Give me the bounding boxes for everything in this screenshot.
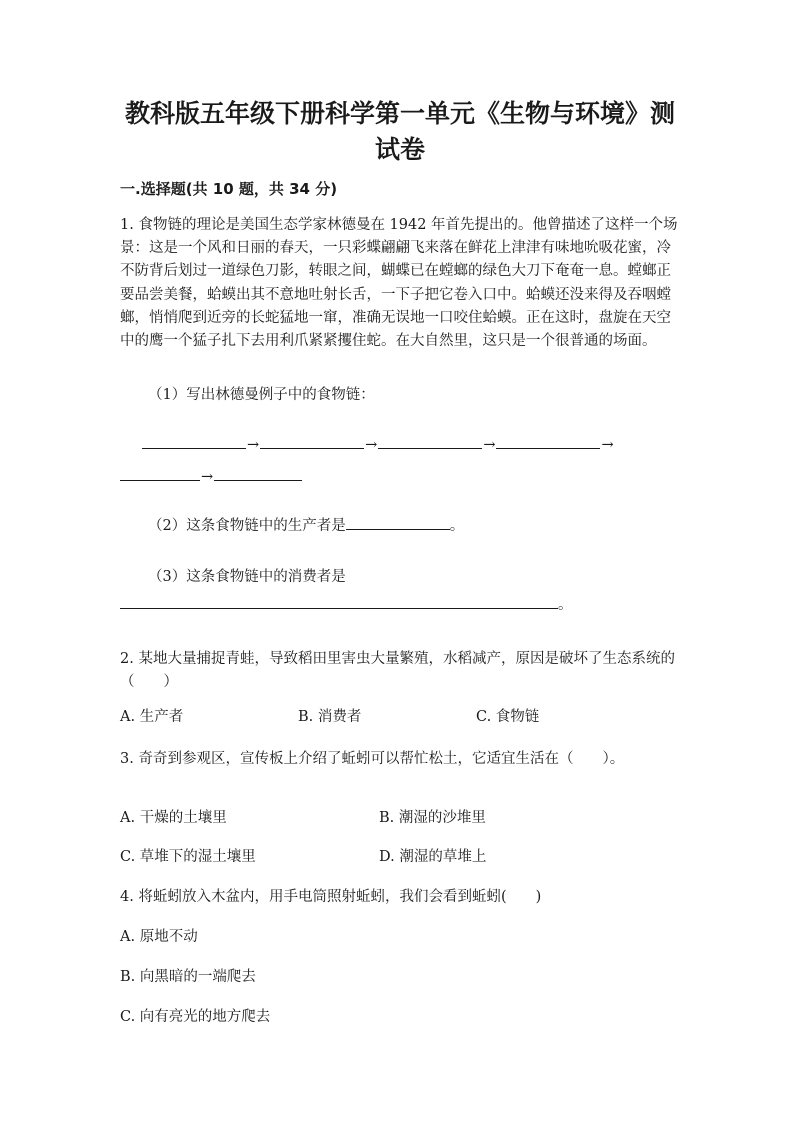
sub-3-period: 。 <box>558 597 573 613</box>
question-1-text: 1. 食物链的理论是美国生态学家林德曼在 1942 年首先提出的。他曾描述了这样一个场景：这是一个风和日丽的春天，一只彩蝶翩翩飞来落在鲜花上津津有味地吮吸花蜜，冷不防背后划过一道绿色刀影，转眼之间，蝴蝶已在螳螂的绿色大刀下奄奄一息。螳螂正要品尝美餐，蛤蟆出其不意地吐射长舌，一下子把它卷入口中。蛤蟆还没来得及吞咽螳螂，悄悄爬到近旁的长蛇猛地一窜，准确无误地一口咬住蛤蟆。正在这时，盘旋在天空中的鹰一个猛子扎下去用利爪紧紧攫住蛇。在大自然里，这只是一个很普通的场面。 <box>120 217 678 350</box>
arrow-icon: → <box>201 469 214 485</box>
title-line-1: 教科版五年级下册科学第一单元《生物与环境》测 <box>124 99 675 128</box>
answer-blank[interactable] <box>214 466 302 481</box>
arrow-icon: → <box>365 437 378 453</box>
arrow-icon: → <box>483 437 496 453</box>
answer-blank[interactable] <box>260 434 364 449</box>
answer-blank[interactable] <box>496 434 600 449</box>
arrow-icon: → <box>247 437 260 453</box>
answer-blank[interactable] <box>378 434 482 449</box>
food-chain-row-2 <box>120 466 302 488</box>
section-heading: 一.选择题(共 10 题，共 34 分) <box>120 180 338 198</box>
question-3-option-d[interactable]: D. 潮湿的草堆上 <box>379 849 487 865</box>
question-3-option-a[interactable]: A. 干燥的土壤里 <box>120 810 227 826</box>
question-2-text: 2. 某地大量捕捉青蛙，导致稻田里害虫大量繁殖，水稻减产，原因是破坏了生态系统的（ ） <box>120 651 675 691</box>
question-3-option-c[interactable]: C. 草堆下的湿土壤里 <box>120 849 256 865</box>
question-1-sub-3: （3）这条食物链中的消费者是 <box>148 569 346 585</box>
consumer-blank[interactable] <box>120 594 558 609</box>
question-2-option-b[interactable]: B. 消费者 <box>298 709 362 725</box>
sub-2-period: 。 <box>449 518 465 534</box>
answer-blank[interactable] <box>142 434 246 449</box>
question-1-sub-2 <box>148 515 464 537</box>
question-3-text: 3. 奇奇到参观区，宣传板上介绍了蚯蚓可以帮忙松土，它适宜生活在（ ）。 <box>120 751 625 767</box>
question-2-option-a[interactable]: A. 生产者 <box>120 709 184 725</box>
question-4-option-c[interactable]: C. 向有亮光的地方爬去 <box>120 1009 271 1025</box>
food-chain-row-1 <box>142 434 615 456</box>
arrow-icon: → <box>601 437 614 453</box>
question-1-sub-1: （1）写出林德曼例子中的食物链： <box>148 387 375 403</box>
exam-title <box>100 96 700 168</box>
consumer-answer-row <box>120 594 573 616</box>
question-3-option-b[interactable]: B. 潮湿的沙堆里 <box>379 810 486 826</box>
question-2-option-c[interactable]: C. 食物链 <box>476 709 540 725</box>
question-4-option-a[interactable]: A. 原地不动 <box>120 929 198 945</box>
question-4-option-b[interactable]: B. 向黑暗的一端爬去 <box>120 969 256 985</box>
answer-blank[interactable] <box>120 466 200 481</box>
sub-2-label: （2）这条食物链中的生产者是 <box>148 518 346 534</box>
title-line-2: 试卷 <box>374 135 425 164</box>
question-4-text: 4. 将蚯蚓放入木盆内，用手电筒照射蚯蚓，我们会看到蚯蚓( ) <box>120 889 542 905</box>
producer-blank[interactable] <box>346 515 450 530</box>
